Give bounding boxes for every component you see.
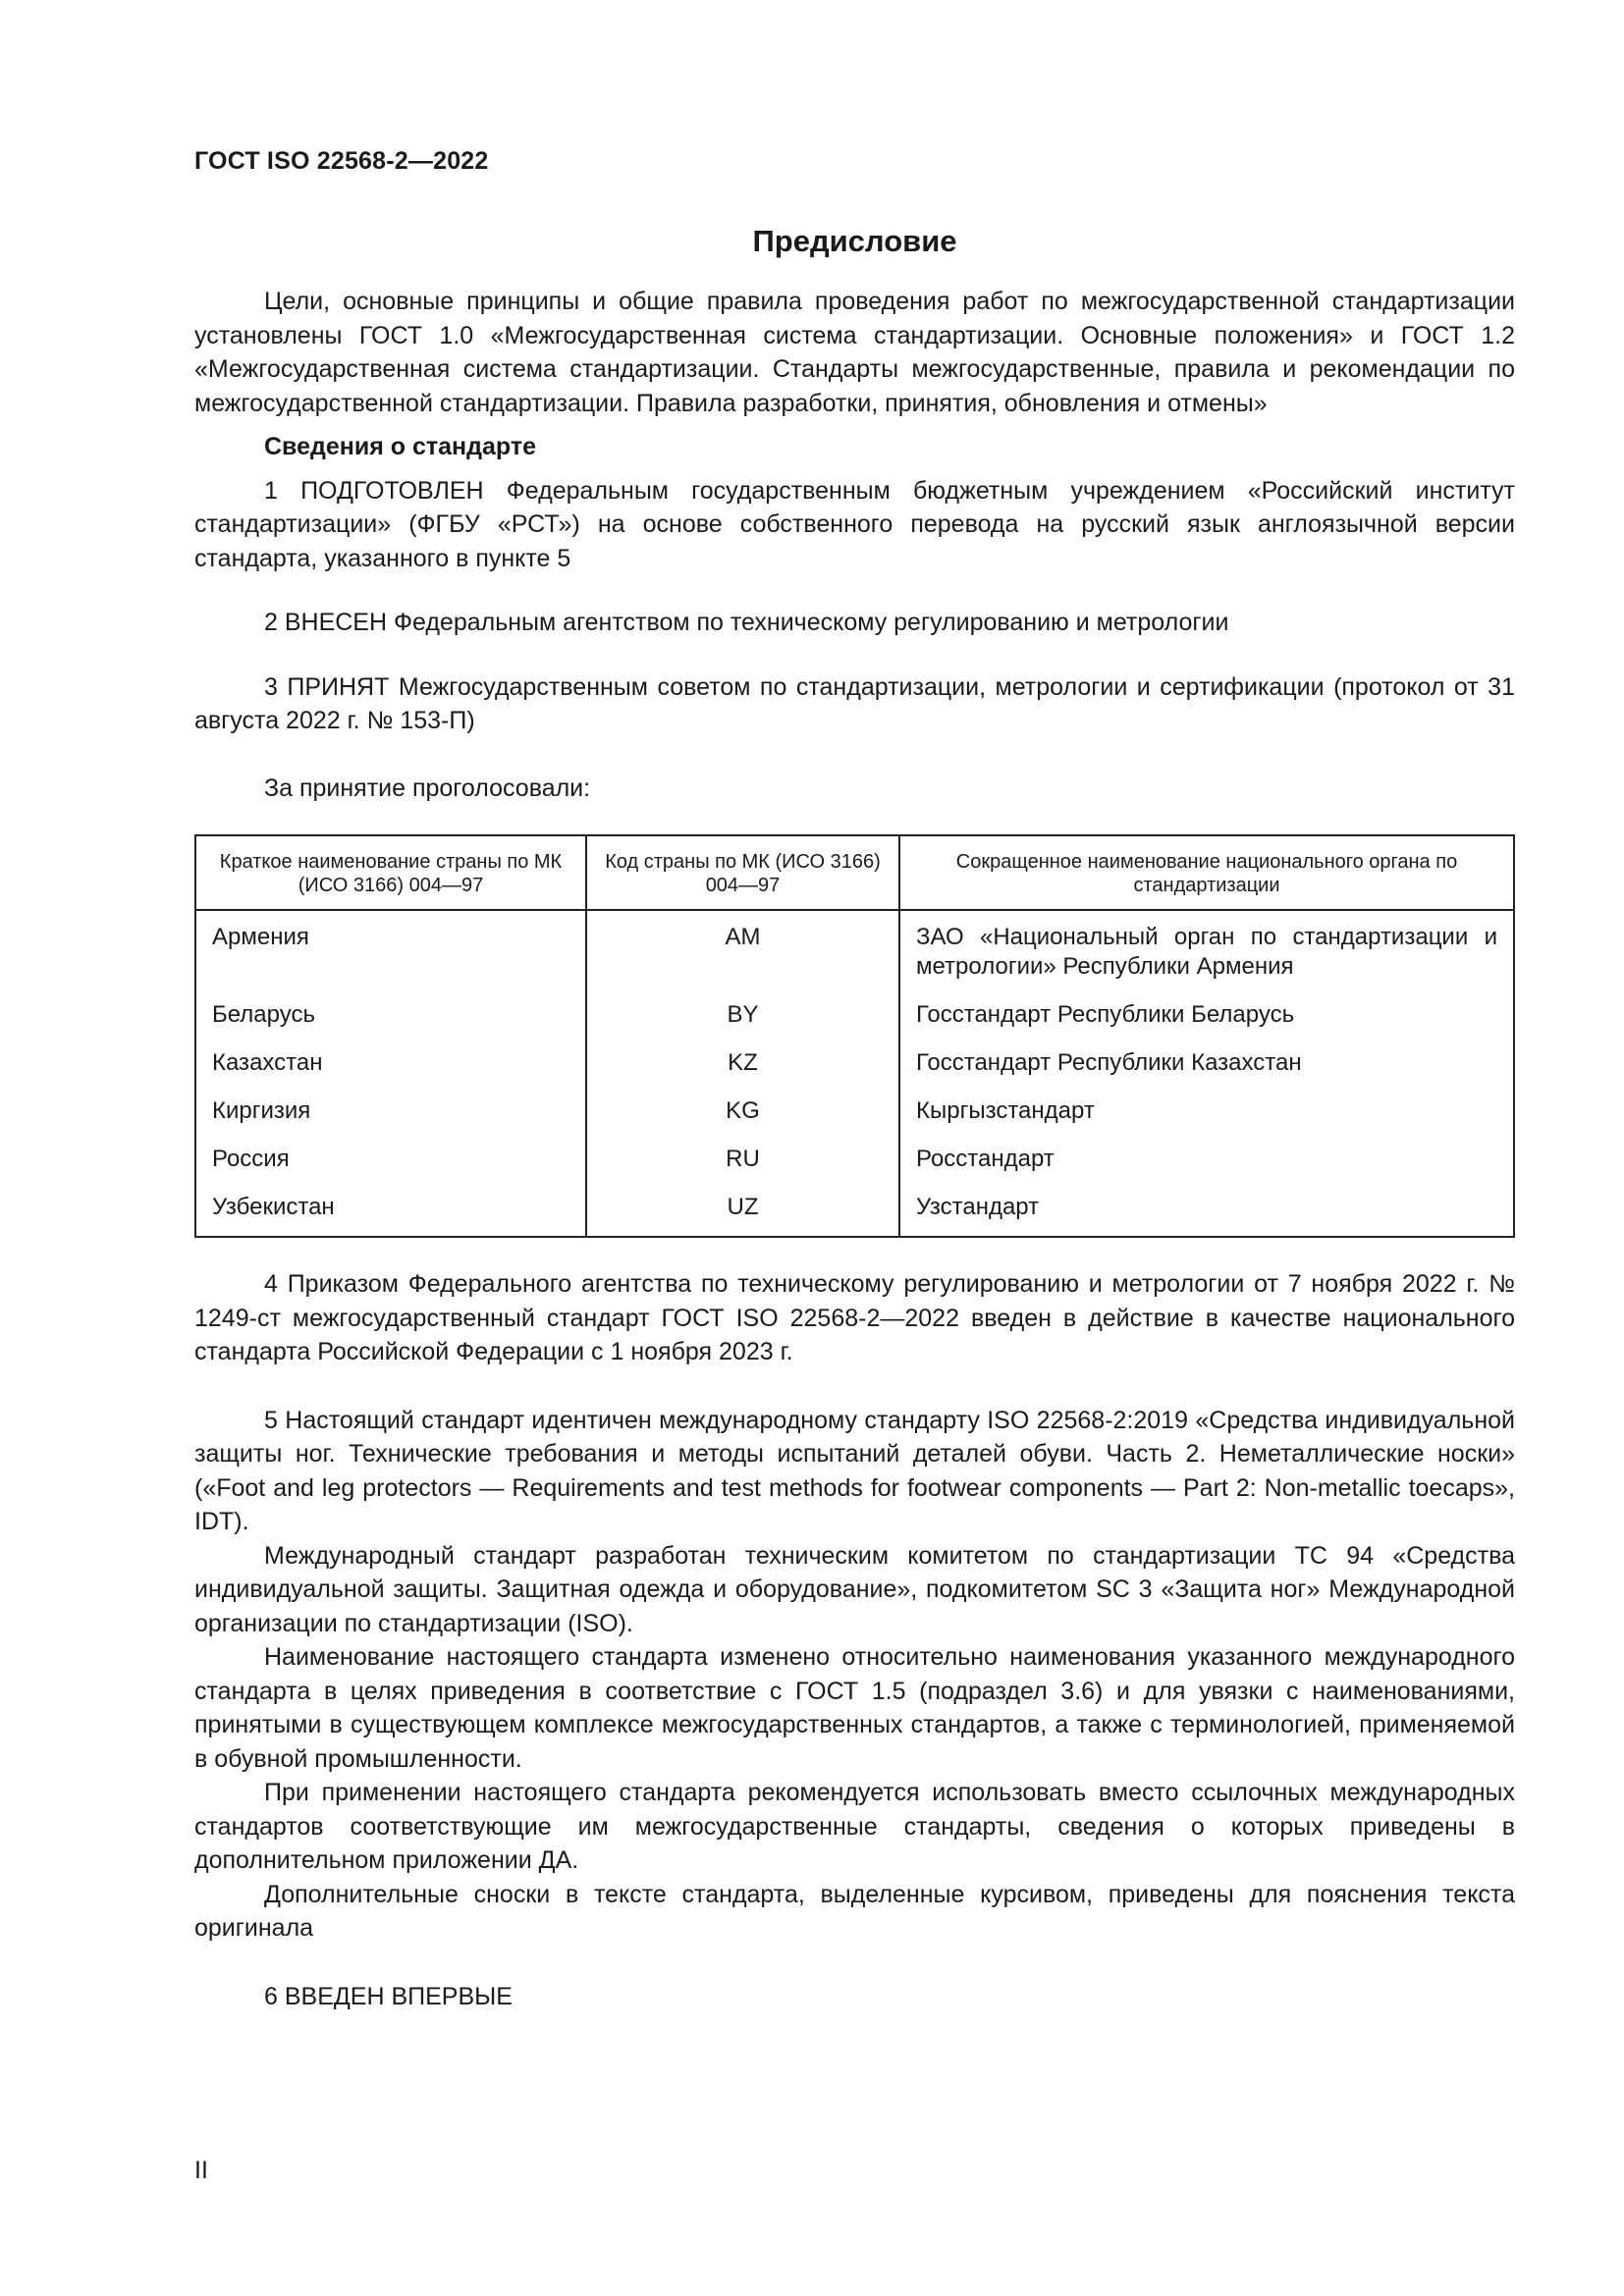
votes-caption: За принятие проголосовали: [264, 774, 591, 802]
code-cell: BY [586, 1000, 899, 1048]
country-cell: Узбекистан [195, 1193, 586, 1237]
table-row [195, 1145, 1514, 1193]
item-3: 3 ПРИНЯТ Межгосударственным советом по стандартизации, метрологии и сертификации (протокол от 31 августа 2022 г. № 153-П) [194, 672, 1515, 734]
country-cell: Киргизия [195, 1096, 586, 1145]
item-5-committee: Международный стандарт разработан техническим комитетом по стандартизации TC 94 «Средства индивидуальной защиты. Защитная одежда и оборудование», подкомитетом SC 3 «Защита ног» Международной организации по стандартизации (ISO). [194, 1541, 1515, 1637]
page-number: II [194, 2157, 208, 2184]
agency-cell: Кыргызстандарт [899, 1096, 1514, 1145]
table-row [195, 910, 1514, 1000]
table-row [195, 1000, 1514, 1048]
item-5-footnotes: Дополнительные сноски в тексте стандарта, выделенные курсивом, приведены для пояснения текста оригинала [194, 1880, 1515, 1942]
header-country: Краткое наименование страны по МК (ИСО 3166) 004—97 [195, 835, 586, 910]
agency-cell: Госстандарт Республики Казахстан [899, 1048, 1514, 1096]
agency-cell: Госстандарт Республики Беларусь [899, 1000, 1514, 1048]
code-cell: UZ [586, 1193, 899, 1237]
country-cell: Казахстан [195, 1048, 586, 1096]
table-row [195, 1193, 1514, 1237]
preface-content [194, 285, 1515, 2013]
code-cell: RU [586, 1145, 899, 1193]
item-1: 1 ПОДГОТОВЛЕН Федеральным государственным бюджетным учреждением «Российский институт стандартизации» (ФГБУ «РСТ») на основе собственного перевода на русский язык англоязычной версии стандарта, указанного в пункте 5 [194, 476, 1515, 572]
agency-cell: Росстандарт [899, 1145, 1514, 1193]
item-5-references: При применении настоящего стандарта рекомендуется использовать вместо ссылочных международных стандартов соответствующие им межгосударственные стандарты, сведения о которых приведены в дополнительном приложении ДА. [194, 1779, 1515, 1874]
country-cell: Россия [195, 1145, 586, 1193]
code-cell: KG [586, 1096, 899, 1145]
item-5-name-change: Наименование настоящего стандарта изменено относительно наименования указанного международного стандарта в целях приведения в соответствие с ГОСТ 1.5 (подраздел 3.6) и для увязки с наименованиями, принятыми в существующем комплексе межгосударственных стандартов, а также с терминологией, применяемой в обувной промышленности. [194, 1643, 1515, 1773]
document-code: ГОСТ ISO 22568-2—2022 [194, 147, 489, 175]
country-cell: Беларусь [195, 1000, 586, 1048]
country-cell: Армения [195, 910, 586, 1000]
agency-cell: ЗАО «Национальный орган по стандартизации и метрологии» Республики Армения [899, 910, 1514, 1000]
page-title: Предисловие [752, 224, 957, 258]
voting-table [194, 834, 1515, 1238]
standard-info-heading: Сведения о стандарте [264, 433, 537, 460]
item-6: 6 ВВЕДЕН ВПЕРВЫЕ [264, 1982, 513, 2010]
header-agency: Сокращенное наименование национального органа по стандартизации [899, 835, 1514, 910]
agency-cell: Узстандарт [899, 1193, 1514, 1237]
code-cell: KZ [586, 1048, 899, 1096]
item-2: 2 ВНЕСЕН Федеральным агентством по техническому регулированию и метрологии [264, 609, 1229, 636]
intro-paragraph: Цели, основные принципы и общие правила проведения работ по межгосударственной стандартизации установлены ГОСТ 1.0 «Межгосударственная система стандартизации. Основные положения» и ГОСТ 1.2 «Межгосударственная система стандартизации. Стандарты межгосударственные, правила и рекомендации по межгосударственной стандартизации. Правила разработки, принятия, обновления и отмены» [194, 288, 1515, 417]
table-row [195, 1048, 1514, 1096]
table-row [195, 1096, 1514, 1145]
item-5: 5 Настоящий стандарт идентичен международному стандарту ISO 22568-2:2019 «Средства индивидуальной защиты ног. Технические требования и методы испытаний деталей обуви. Часть 2. Неметаллические носки» («Foot and leg protectors — Requirements and test methods for footwear components — Part 2: Non-metallic toecaps», IDT). [194, 1406, 1515, 1535]
header-code: Код страны по МК (ИСО 3166) 004—97 [586, 835, 899, 910]
table-header-row [195, 835, 1514, 910]
item-4: 4 Приказом Федерального агентства по техническому регулированию и метрологии от 7 ноября 2022 г. № 1249-ст межгосударственный стандарт ГОСТ ISO 22568-2—2022 введен в действие в качестве национального стандарта Российской Федерации с 1 ноября 2023 г. [194, 1270, 1515, 1365]
code-cell: AM [586, 910, 899, 1000]
